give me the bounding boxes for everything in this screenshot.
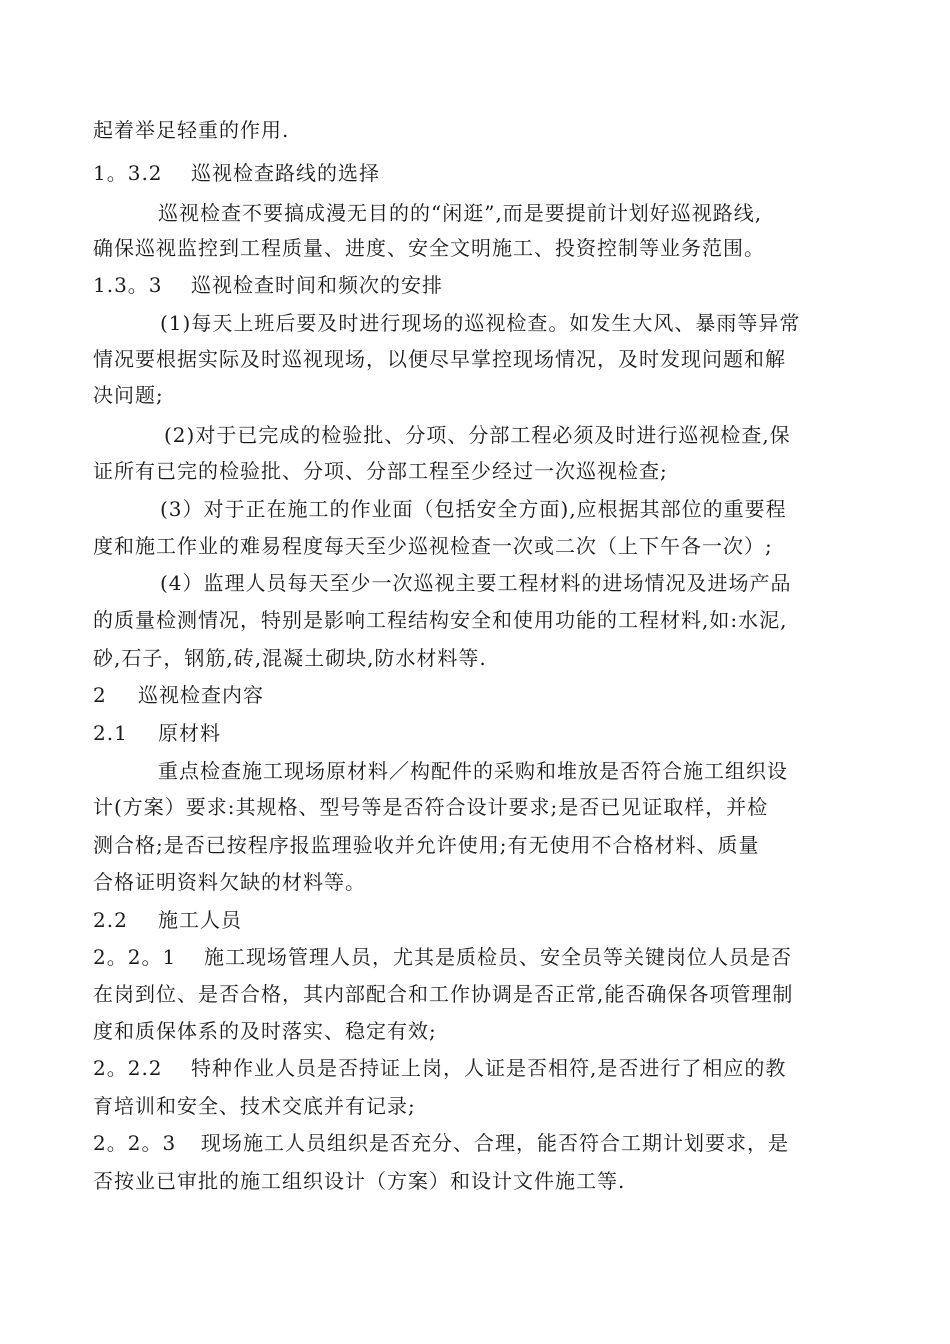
section-number: 1.3。3 [93, 273, 163, 297]
paragraph-line: (2)对于已完成的检验批、分项、分部工程必须及时进行巡视检查,保 [164, 423, 791, 447]
section-number: 2。2。1 [93, 945, 177, 969]
paragraph-line: 在岗到位、是否合格，其内部配合和工作协调是否正常,能否确保各项管理制 [93, 982, 794, 1006]
section-heading [93, 718, 221, 748]
section-heading [93, 1053, 786, 1083]
section-title: 原材料 [158, 721, 221, 745]
paragraph-line: 测合格;是否已按程序报监理验收并允许使用;有无使用不合格材料、质量 [93, 833, 760, 857]
section-number: 2。2.2 [93, 1056, 163, 1080]
paragraph-line: 决问题; [93, 383, 164, 407]
section-number: 2。2。3 [93, 1131, 177, 1155]
paragraph-line: 重点检查施工现场原材料／构配件的采购和堆放是否符合施工组织设 [158, 759, 788, 783]
section-heading [93, 905, 242, 935]
section-title: 施工人员 [158, 908, 242, 932]
section-title: 现场施工人员组织是否充分、合理，能否符合工期计划要求，是 [201, 1131, 789, 1155]
section-number: 2.2 [93, 908, 128, 932]
paragraph-line: 合格证明资料欠缺的材料等。 [93, 870, 366, 894]
section-heading [93, 942, 792, 972]
section-heading [93, 680, 264, 710]
section-heading [93, 270, 443, 300]
paragraph-line: 证所有已完的检验批、分项、分部工程至少经过一次巡视检查; [93, 459, 668, 483]
paragraph-line: 的质量检测情况，特别是影响工程结构安全和使用功能的工程材料,如:水泥, [93, 608, 788, 632]
section-number: 2 [93, 683, 107, 707]
paragraph-line: 起着举足轻重的作用. [93, 118, 290, 142]
section-number: 2.1 [93, 721, 128, 745]
section-number: 1。3.2 [93, 161, 163, 185]
paragraph-line: 情况要根据实际及时巡视现场，以便尽早掌控现场情况，及时发现问题和解 [93, 347, 786, 371]
paragraph-line: (1)每天上班后要及时进行现场的巡视检查。如发生大风、暴雨等异常 [160, 311, 801, 335]
section-title: 施工现场管理人员，尤其是质检员、安全员等关键岗位人员是否 [204, 945, 792, 969]
paragraph-line: 否按业已审批的施工组织设计（方案）和设计文件施工等. [93, 1169, 626, 1193]
section-title: 巡视检查路线的选择 [191, 161, 380, 185]
paragraph-line: (3）对于正在施工的作业面（包括安全方面),应根据其部位的重要程 [160, 497, 787, 521]
paragraph-line: 度和施工作业的难易程度每天至少巡视检查一次或二次（上下午各一次）; [93, 534, 773, 558]
section-title: 巡视检查时间和频次的安排 [191, 273, 443, 297]
paragraph-line: 度和质保体系的及时落实、稳定有效; [93, 1019, 437, 1043]
paragraph-line: 确保巡视监控到工程质量、进度、安全文明施工、投资控制等业务范围。 [93, 236, 765, 260]
paragraph-line: 育培训和安全、技术交底并有记录; [93, 1094, 416, 1118]
section-title: 特种作业人员是否持证上岗，人证是否相符,是否进行了相应的教 [191, 1056, 787, 1080]
section-title: 巡视检查内容 [138, 683, 264, 707]
section-heading [93, 158, 380, 188]
paragraph-line: (4）监理人员每天至少一次巡视主要工程材料的进场情况及进场产品 [160, 571, 792, 595]
section-heading [93, 1128, 789, 1158]
paragraph-line: 砂,石子，钢筋,砖,混凝土砌块,防水材料等. [93, 646, 487, 670]
paragraph-line: 巡视检查不要搞成漫无目的的“闲逛”,而是要提前计划好巡视路线, [158, 201, 763, 225]
paragraph-line: 计(方案）要求:其规格、型号等是否符合设计要求;是否已见证取样，并检 [93, 795, 769, 819]
